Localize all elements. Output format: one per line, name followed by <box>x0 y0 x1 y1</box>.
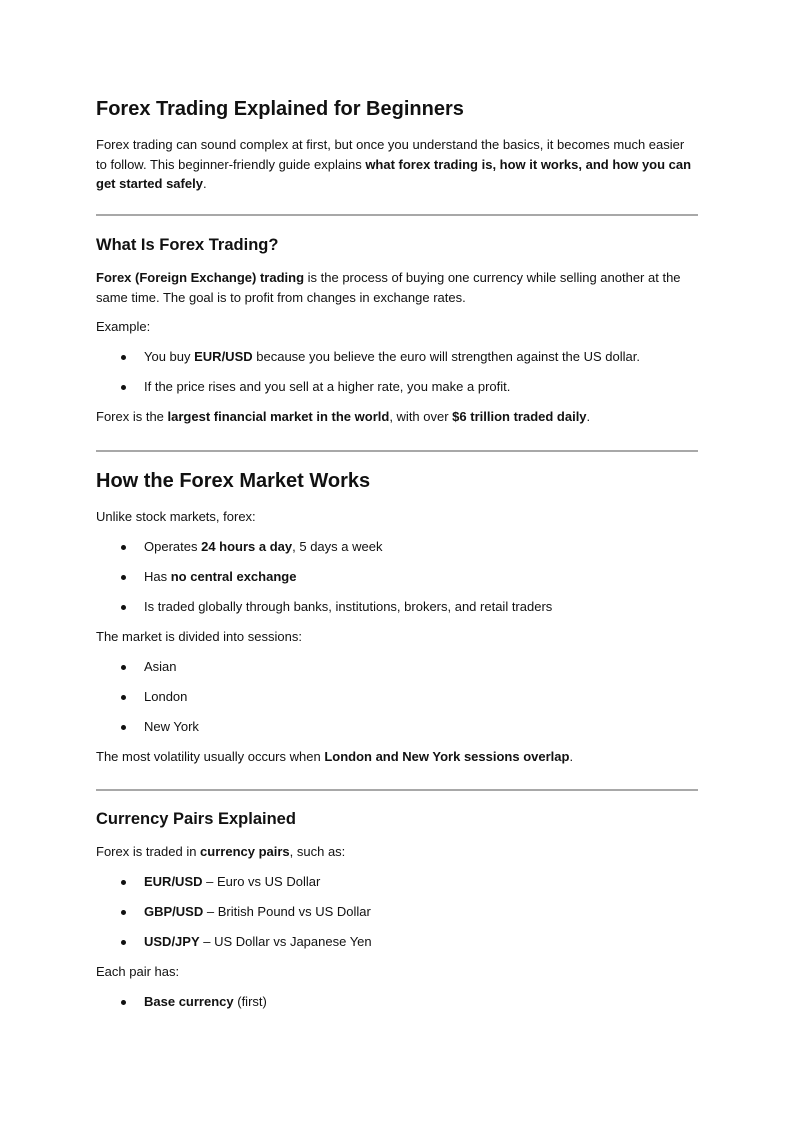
intro-text-2: . <box>202 176 207 191</box>
section-divider-2 <box>96 450 698 452</box>
list-item: Is traded globally through banks, institutions, brokers, and retail traders <box>96 597 698 617</box>
each-pair-text: Each pair has: <box>96 964 180 979</box>
bullet-icon <box>121 665 126 670</box>
market-features-list <box>96 537 698 627</box>
example-list <box>96 347 698 407</box>
bullet-icon <box>121 355 126 360</box>
bullet-icon <box>121 880 126 885</box>
intro-text-1: Forex trading can sound complex at first, but once you understand the basics, it becomes much easier to follow. This beginner-friendly guide explains <box>96 137 685 172</box>
forex-definition-paragraph <box>96 268 698 307</box>
intro-paragraph <box>96 135 698 194</box>
bullet-icon <box>121 910 126 915</box>
list-item: Base currency (first) <box>96 992 698 1012</box>
market-size-paragraph: Forex is the largest financial market in the world, with over $6 trillion traded daily. <box>96 409 591 424</box>
definition-bold: Forex (Foreign Exchange) trading <box>96 270 305 285</box>
example-label: Example: <box>96 319 151 334</box>
section-divider-1 <box>96 214 698 216</box>
bullet-icon <box>121 725 126 730</box>
list-item: London <box>96 687 698 707</box>
section-heading-how-market-works: How the Forex Market Works <box>96 470 371 492</box>
definition-text: is the process of buying one currency while selling another at the same time. The goal is to profit from changes in exchange rates. <box>96 270 681 305</box>
list-item: EUR/USD – Euro vs US Dollar <box>96 872 698 892</box>
pairs-lead-text: Forex is traded in currency pairs, such as: <box>96 844 346 859</box>
overlap-paragraph: The most volatility usually occurs when London and New York sessions overlap. <box>96 749 574 764</box>
list-item: Asian <box>96 657 698 677</box>
bullet-icon <box>121 1000 126 1005</box>
sessions-list <box>96 657 698 747</box>
intro-bold-1: what forex trading is, how it works, and how you can get started safely <box>96 156 692 191</box>
list-item: GBP/USD – British Pound vs US Dollar <box>96 902 698 922</box>
bullet-icon <box>121 605 126 610</box>
bullet-icon <box>121 545 126 550</box>
currency-pairs-list <box>96 872 698 962</box>
page-title: Forex Trading Explained for Beginners <box>96 98 464 120</box>
bullet-icon <box>121 385 126 390</box>
section-heading-currency-pairs: Currency Pairs Explained <box>96 810 296 828</box>
sessions-lead-text: The market is divided into sessions: <box>96 629 302 644</box>
list-item: New York <box>96 717 698 737</box>
list-item: USD/JPY – US Dollar vs Japanese Yen <box>96 932 698 952</box>
list-item: You buy EUR/USD because you believe the euro will strengthen against the US dollar. <box>96 347 698 367</box>
market-lead-text: Unlike stock markets, forex: <box>96 509 256 524</box>
section-heading-what-is-forex: What Is Forex Trading? <box>96 236 279 254</box>
bullet-icon <box>121 695 126 700</box>
list-item: Operates 24 hours a day, 5 days a week <box>96 537 698 557</box>
section-divider-3 <box>96 789 698 791</box>
bullet-icon <box>121 940 126 945</box>
bullet-icon <box>121 575 126 580</box>
list-item: If the price rises and you sell at a higher rate, you make a profit. <box>96 377 698 397</box>
list-item: Has no central exchange <box>96 567 698 587</box>
pair-parts-list <box>96 992 698 1022</box>
